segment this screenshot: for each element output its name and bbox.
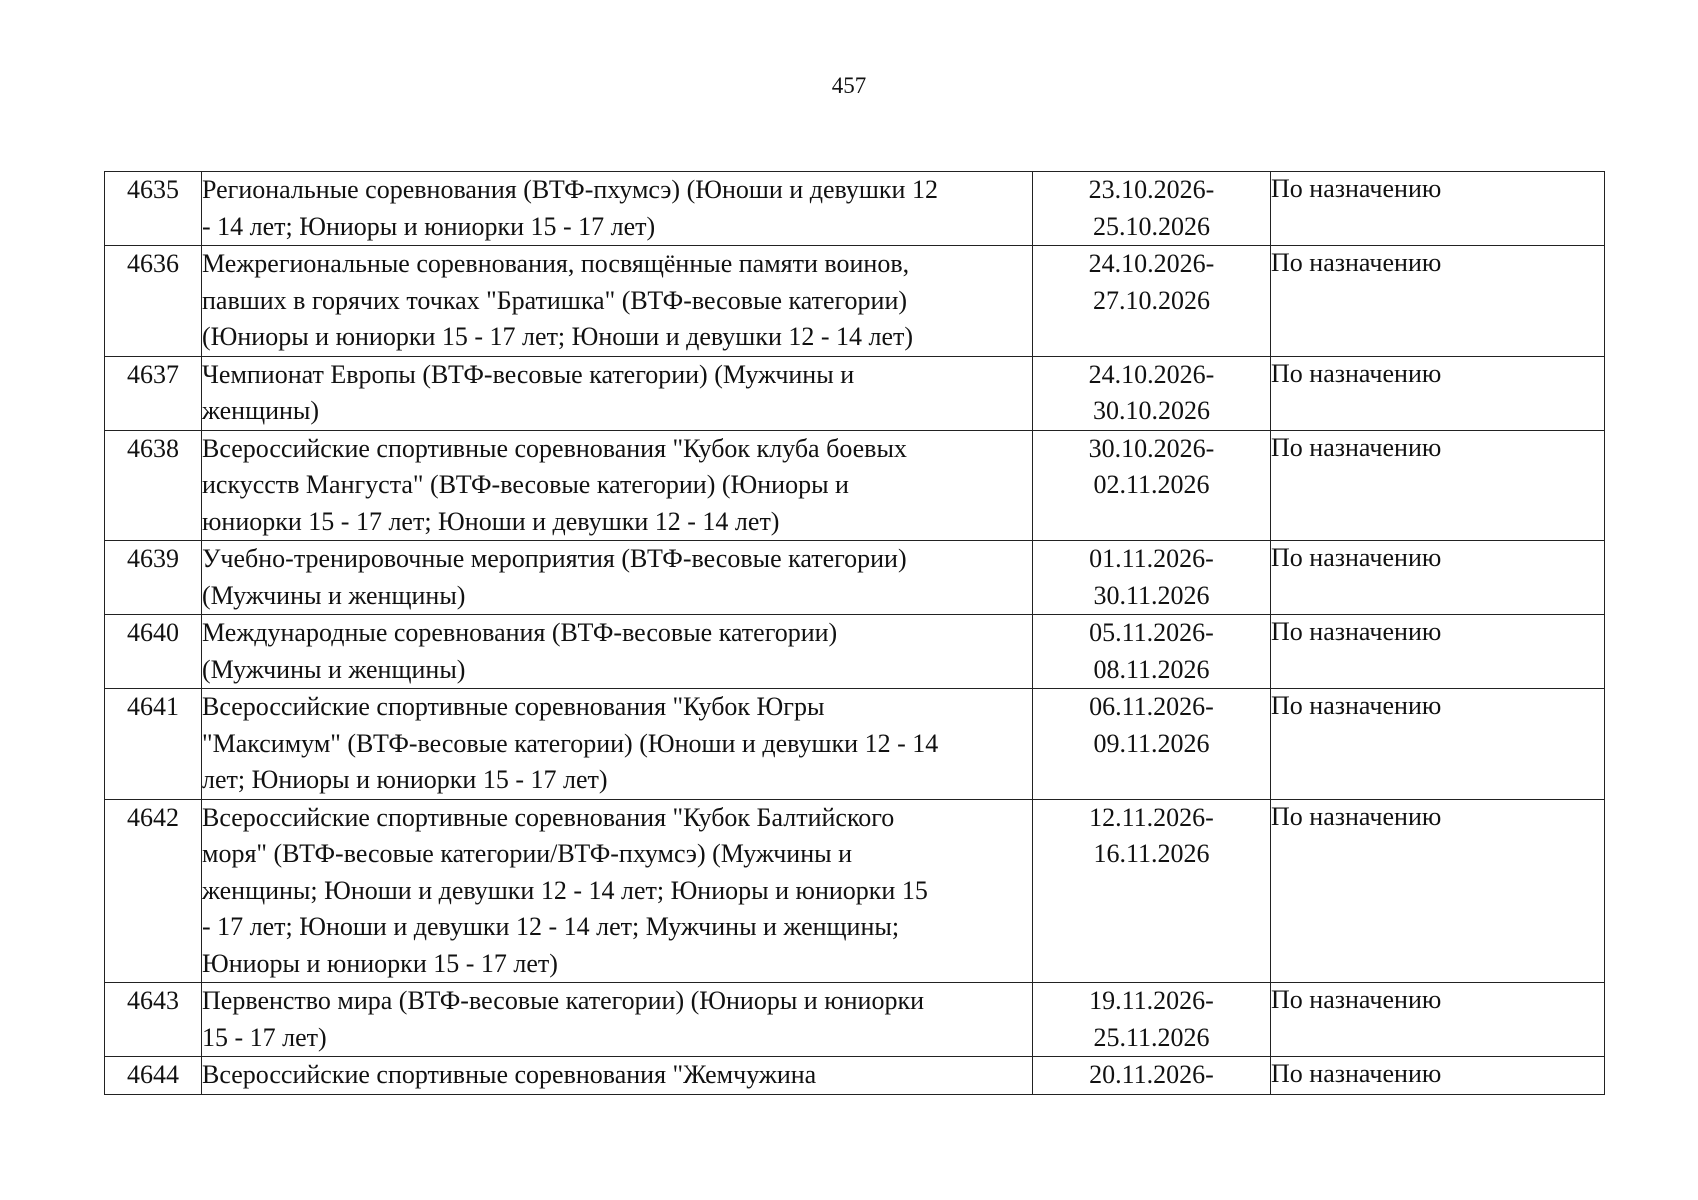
event-name-line: женщины) — [202, 396, 320, 425]
row-number-cell: 4641 — [105, 689, 202, 800]
event-name-line: - 14 лет; Юниоры и юниорки 15 - 17 лет) — [202, 211, 656, 241]
events-table — [104, 171, 1605, 1095]
row-number-cell: 4642 — [105, 799, 202, 983]
event-place-cell: По назначению — [1271, 541, 1605, 615]
event-place-cell: По назначению — [1271, 689, 1605, 800]
table-row — [105, 799, 1605, 983]
event-place-cell: По назначению — [1271, 246, 1605, 357]
event-name-line: - 17 лет; Юноши и девушки 12 - 14 лет; Мужчины и женщины; — [202, 912, 900, 941]
date-end: 30.11.2026 — [1093, 580, 1210, 610]
event-name-line: (Юниоры и юниорки 15 - 17 лет; Юноши и девушки 12 - 14 лет) — [202, 322, 914, 351]
event-place-cell: По назначению — [1271, 1057, 1605, 1095]
event-name-line: Всероссийские спортивные соревнования "Кубок клуба боевых — [202, 433, 907, 463]
event-name-line: Всероссийские спортивные соревнования "Жемчужина — [202, 1060, 817, 1089]
date-start: 06.11.2026- — [1089, 692, 1214, 721]
table-row — [105, 689, 1605, 800]
event-dates-cell — [1033, 430, 1271, 541]
event-name-line: юниорки 15 - 17 лет; Юноши и девушки 12 - 14 лет) — [202, 506, 780, 536]
event-name-line: искусств Мангуста" (ВТФ-весовые категории) (Юниоры и — [202, 470, 849, 499]
event-name-line: Всероссийские спортивные соревнования "Кубок Балтийского — [202, 802, 895, 832]
event-name-line: Первенство мира (ВТФ-весовые категории) (Юниоры и юниорки — [202, 986, 925, 1015]
event-name-cell — [202, 983, 1033, 1057]
table-row — [105, 430, 1605, 541]
date-end: 25.11.2026 — [1093, 1022, 1210, 1052]
event-name-line: Межрегиональные соревнования, посвящённые памяти воинов, — [202, 249, 910, 278]
event-name-line: "Максимум" (ВТФ-весовые категории) (Юноши и девушки 12 - 14 — [202, 728, 939, 758]
table-row — [105, 541, 1605, 615]
row-number-cell: 4637 — [105, 356, 202, 430]
row-number-cell: 4644 — [105, 1057, 202, 1095]
event-dates-cell — [1033, 689, 1271, 800]
event-name-line: Юниоры и юниорки 15 - 17 лет) — [202, 948, 558, 978]
event-dates-cell — [1033, 1057, 1271, 1095]
date-start: 24.10.2026- — [1088, 359, 1215, 389]
event-name-cell — [202, 356, 1033, 430]
row-number-cell: 4636 — [105, 246, 202, 357]
date-end: 08.11.2026 — [1093, 654, 1210, 684]
event-place-cell: По назначению — [1271, 983, 1605, 1057]
event-place-cell: По назначению — [1271, 615, 1605, 689]
event-name-line: Всероссийские спортивные соревнования "Кубок Югры — [202, 692, 825, 721]
date-start: 30.10.2026- — [1088, 433, 1215, 463]
event-name-cell — [202, 541, 1033, 615]
event-name-cell — [202, 615, 1033, 689]
page-number: 457 — [831, 73, 867, 98]
row-number-cell: 4640 — [105, 615, 202, 689]
event-name-line: (Мужчины и женщины) — [202, 654, 466, 684]
date-start: 05.11.2026- — [1089, 618, 1214, 647]
event-dates-cell — [1033, 615, 1271, 689]
row-number-cell: 4638 — [105, 430, 202, 541]
table-row — [105, 246, 1605, 357]
event-name-cell — [202, 689, 1033, 800]
event-dates-cell — [1033, 799, 1271, 983]
event-name-line: (Мужчины и женщины) — [202, 580, 466, 610]
event-place-cell: По назначению — [1271, 799, 1605, 983]
table-row — [105, 172, 1605, 246]
date-start: 12.11.2026- — [1089, 802, 1214, 832]
event-dates-cell — [1033, 172, 1271, 246]
event-name-cell — [202, 1057, 1033, 1095]
date-start: 19.11.2026- — [1089, 986, 1214, 1015]
row-number-cell: 4643 — [105, 983, 202, 1057]
date-start: 24.10.2026- — [1088, 249, 1215, 278]
date-start: 20.11.2026- — [1089, 1060, 1214, 1089]
event-place-cell: По назначению — [1271, 430, 1605, 541]
event-name-line: Чемпионат Европы (ВТФ-весовые категории) (Мужчины и — [202, 359, 855, 389]
event-place-cell: По назначению — [1271, 356, 1605, 430]
date-end: 30.10.2026 — [1093, 396, 1210, 425]
date-end: 09.11.2026 — [1093, 728, 1210, 758]
date-end: 25.10.2026 — [1093, 211, 1210, 241]
date-start: 23.10.2026- — [1088, 175, 1215, 204]
event-name-cell — [202, 172, 1033, 246]
event-name-line: Учебно-тренировочные мероприятия (ВТФ-весовые категории) — [202, 544, 907, 573]
date-end: 02.11.2026 — [1093, 470, 1210, 499]
event-name-line: Региональные соревнования (ВТФ-пхумсэ) (Юноши и девушки 12 — [202, 175, 938, 204]
event-name-cell — [202, 430, 1033, 541]
table-row — [105, 1057, 1605, 1095]
event-dates-cell — [1033, 246, 1271, 357]
event-name-line: женщины; Юноши и девушки 12 - 14 лет; Юниоры и юниорки 15 — [202, 875, 928, 905]
event-name-line: 15 - 17 лет) — [202, 1022, 327, 1052]
row-number-cell: 4635 — [105, 172, 202, 246]
event-name-cell — [202, 799, 1033, 983]
event-name-line: Международные соревнования (ВТФ-весовые категории) — [202, 618, 838, 647]
event-name-line: лет; Юниоры и юниорки 15 - 17 лет) — [202, 765, 608, 794]
event-dates-cell — [1033, 983, 1271, 1057]
event-name-line: моря" (ВТФ-весовые категории/ВТФ-пхумсэ) (Мужчины и — [202, 839, 853, 868]
event-dates-cell — [1033, 356, 1271, 430]
event-dates-cell — [1033, 541, 1271, 615]
row-number-cell: 4639 — [105, 541, 202, 615]
table-row — [105, 356, 1605, 430]
date-end: 27.10.2026 — [1093, 285, 1210, 315]
event-place-cell: По назначению — [1271, 172, 1605, 246]
table-row — [105, 983, 1605, 1057]
date-start: 01.11.2026- — [1089, 544, 1214, 573]
table-row — [105, 615, 1605, 689]
event-name-cell — [202, 246, 1033, 357]
date-end: 16.11.2026 — [1093, 839, 1210, 868]
event-name-line: павших в горячих точках "Братишка" (ВТФ-весовые категории) — [202, 285, 908, 315]
